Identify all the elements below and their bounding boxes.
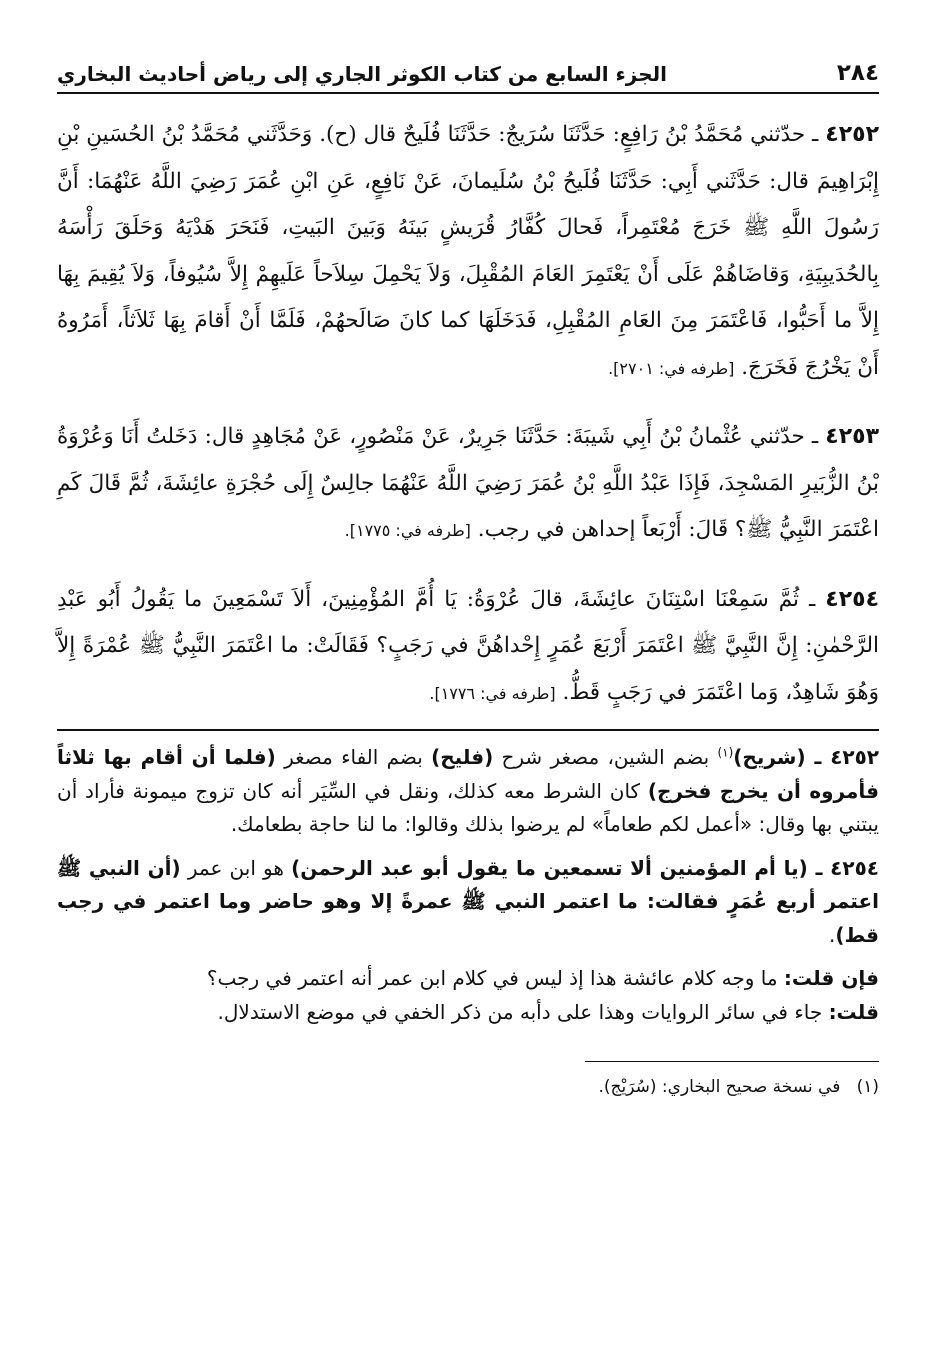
hadith-reference: [طرفه في: ١٧٧٥]. xyxy=(344,521,471,540)
hadith-4253 xyxy=(57,414,879,555)
header-title: الجزء السابع من كتاب الكوثر الجاري إلى رياض أحاديث البخاري xyxy=(57,62,667,86)
question-label: فإن قلت: xyxy=(783,966,879,990)
commentary-term: (شريح) xyxy=(733,745,806,769)
hadith-reference: [طرفه في: ١٧٧٦]. xyxy=(429,683,556,703)
commentary-text: بضم الشين، مصغر شرح xyxy=(493,745,718,769)
question-text: ما وجه كلام عائشة هذا إذ ليس في كلام ابن عمر أنه اعتمر في رجب؟ xyxy=(206,966,784,990)
commentary-number: ٤٢٥٤ xyxy=(830,855,879,880)
commentary-term: (يا أم المؤمنين ألا تسمعين ما يقول أبو عبد الرحمن) xyxy=(291,855,808,880)
book-page xyxy=(57,54,879,1100)
hadith-reference: [طرفه في: ٢٧٠١]. xyxy=(608,358,735,378)
running-header xyxy=(57,54,879,94)
footnote-divider xyxy=(585,1061,879,1062)
commentary-4252 xyxy=(57,741,879,842)
footnote xyxy=(57,1074,879,1100)
hadith-4252 xyxy=(57,112,879,392)
answer-label: قلت: xyxy=(828,999,879,1024)
hadith-text: ـ ثُمَّ سَمِعْنَا اسْتِنَانَ عائِشَةَ، قالَ عُرْوَةُ: يَا أُمَّ المُؤْمِنِينَ، أَلاَ تَسْمَعِينَ ما يَقُولُ أَبُو عَبْدِ الرَّحْمٰنِ: إِنَّ النَّبِيَّ ﷺ اعْتَمَرَ أَرْبَعَ عُمَرٍ إِحْداهُنَّ في رَجَبٍ؟ فَقَالَتْ: ما اعْتَمَرَ النَّبِيُّ ﷺ عُمْرَةً إِلاَّ وَهُوَ شَاهِدٌ، وَما اعْتَمَرَ في رَجَبٍ قَطُّ. xyxy=(57,586,879,705)
commentary-text: . xyxy=(828,922,836,947)
hadith-text: ـ حدّثني عُثْمانُ بْنُ أَبِي شَيبَةَ: حَدَّثَنَا جَرِيرٌ، عَنْ مَنْصُورٍ، عَنْ مُجَاهِدٍ قال: دَخَلتُ أَنَا وَعُرْوَةُ بْنُ الزُّبَيرِ المَسْجِدَ، فَإِذَا عَبْدُ اللَّهِ بْنُ عُمَرَ رَضِيَ اللَّهُ عَنْهُمَا جالِسٌ إِلَى حُجْرَةِ عائِشَةَ، ثُمَّ قَالَ كَمِ اعْتَمَرَ النَّبِيُّ ﷺ؟ قَالَ: أَرْبَعاً إحداهن في رجب. xyxy=(57,424,879,542)
footnote-number: (١) xyxy=(856,1077,879,1097)
commentary-number: ٤٢٥٢ xyxy=(830,745,880,769)
hadith-text: ـ حدّثني مُحَمَّدُ بْنُ رَافِعٍ: حَدَّثَنَا سُرَيجٌ: حَدَّثَنَا فُلَيحٌ قال (ح). وَحَدَّثَني مُحَمَّدُ بْنُ الحُسَينِ بْنِ إِبْرَاهِيمَ قال: حَدَّثَني أَبِي: حَدَّثَنَا فُلَيحُ بْنُ سُلَيمانَ، عَنْ نَافِعٍ، عَنِ ابْنِ عُمَرَ رَضِيَ اللَّهُ عَنْهُمَا: أَنَّ رَسُولَ اللَّهِ ﷺ خَرَجَ مُعْتَمِراً، فَحالَ كُفَّارُ قُرَيشٍ بَينَهُ وَبَينَ البَيتِ، فَنَحَرَ هَدْيَهُ وَحَلَقَ رَأْسَهُ بِالحُدَيبِيَةِ، وَقاضَاهُمْ عَلَى أَنْ يَعْتَمِرَ العَامَ المُقْبِلَ، وَلاَ يَحْمِلَ سِلاَحاً عَلَيهِمْ إِلاَّ سُيُوفاً، وَلاَ يُقِيمَ بِهَا إِلاَّ ما أَحَبُّوا، فَاعْتَمَرَ مِنَ العَامِ المُقْبِلِ، فَدَخَلَهَا كما كانَ صَالَحهُمْ، فَلَمَّا أَنْ أَقامَ بِهَا ثَلاَثاً، أَمَرُوهُ أَنْ يَخْرُجَ فَخَرَجَ. xyxy=(57,122,879,380)
commentary-divider xyxy=(57,729,879,731)
commentary-term: (فلما أن أقام بها ثلاثاً فأمروه أن يخرج فخرج) xyxy=(57,745,879,803)
commentary-text: هو ابن عمر xyxy=(180,855,292,880)
hadith-number: ٤٢٥٣ xyxy=(825,424,879,449)
commentary-text: كان الشرط معه كذلك، ونقل في السِّيَر أنه كان تزوج ميمونة فأراد أن يبتني بها وقال: «أعمل لكم طعاماً» لم يرضوا بذلك وقالوا: ما لنا حاجة بطعامك. xyxy=(57,778,879,836)
hadith-number: ٤٢٥٤ xyxy=(825,586,879,612)
commentary-dash: ـ xyxy=(807,855,831,880)
hadith-number: ٤٢٥٢ xyxy=(825,122,879,147)
footnote-mark[interactable]: (١) xyxy=(717,745,734,760)
commentary-question-answer xyxy=(57,962,879,1029)
answer-text: جاء في سائر الروايات وهذا على دأبه من ذكر الخفي في موضع الاستدلال. xyxy=(217,999,829,1024)
page-number: ٢٨٤ xyxy=(836,60,879,86)
hadith-4254 xyxy=(57,577,879,718)
commentary-term: (فليح) xyxy=(431,745,494,769)
commentary-dash: ـ xyxy=(805,745,831,769)
commentary-text: بضم الفاء مصغر xyxy=(275,745,432,769)
commentary-4254 xyxy=(57,852,879,953)
footnote-text: في نسخة صحيح البخاري: (سُرَيْج). xyxy=(598,1077,841,1097)
commentary-term: (أن النبي ﷺ اعتمر أربع عُمَرٍ فقالت: ما اعتمر النبي ﷺ عمرةً إلا وهو حاضر وما اعتمر في رجب قط) xyxy=(57,855,879,947)
